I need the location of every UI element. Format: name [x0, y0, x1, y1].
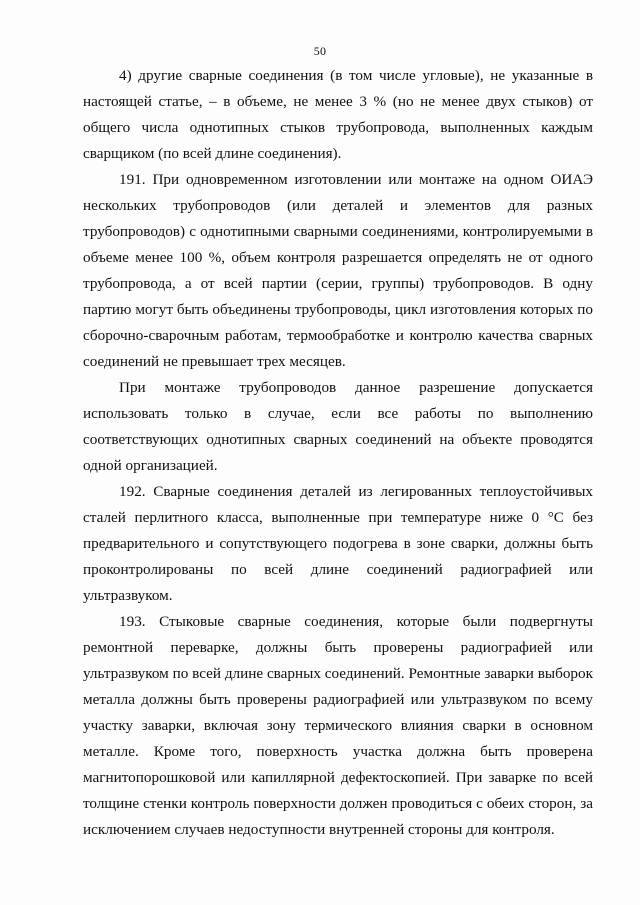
page-number: 50 [313, 44, 327, 58]
document-body [83, 63, 593, 843]
paragraph-item-4: 4) другие сварные соединения (в том числе угловые), не указанные в настоящей статье, – в объеме, не менее 3 % (но не менее двух стыков) от общего числа однотипных стыков трубопровода, выполненных каждым сварщиком (по всей длине соединения). [83, 67, 593, 162]
paragraph-191: 191. При одновременном изготовлении или монтаже на одном ОИАЭ нескольких трубопроводов (или деталей и элементов для разных трубопроводов) с однотипными сварными соединениями, контролируемыми в объеме менее 100 %, объем контроля разрешается определять не от одного трубопровода, а от всей партии (серии, группы) трубопроводов. В одну партию могут быть объединены трубопроводы, цикл изготовления которых по сборочно-сварочным работам, термообработке и контролю качества сварных соединений не превышает трех месяцев. [83, 171, 593, 370]
paragraph-192: 192. Сварные соединения деталей из легированных теплоустойчивых сталей перлитного класса, выполненные при температуре ниже 0 °С без предварительного и сопутствующего подогрева в зоне сварки, должны быть проконтролированы по всей длине соединений радиографией или ультразвуком. [83, 483, 593, 604]
paragraph-193: 193. Стыковые сварные соединения, которые были подвергнуты ремонтной переварке, должны быть проверены радиографией или ультразвуком по всей длине сварных соединений. Ремонтные заварки выборок металла должны быть проверены радиографией или ультразвуком по всему участку заварки, включая зону термического влияния сварки в основном металле. Кроме того, поверхность участка должна быть проверена магнитопорошковой или капиллярной дефектоскопией. При заварке по всей толщине стенки контроль поверхности должен проводиться с обеих сторон, за исключением случаев недоступности внутренней стороны для контроля. [83, 613, 593, 838]
paragraph-191-permission: При монтаже трубопроводов данное разрешение допускается использовать только в случае, если все работы по выполнению соответствующих однотипных сварных соединений на объекте проводятся одной организацией. [83, 379, 593, 474]
